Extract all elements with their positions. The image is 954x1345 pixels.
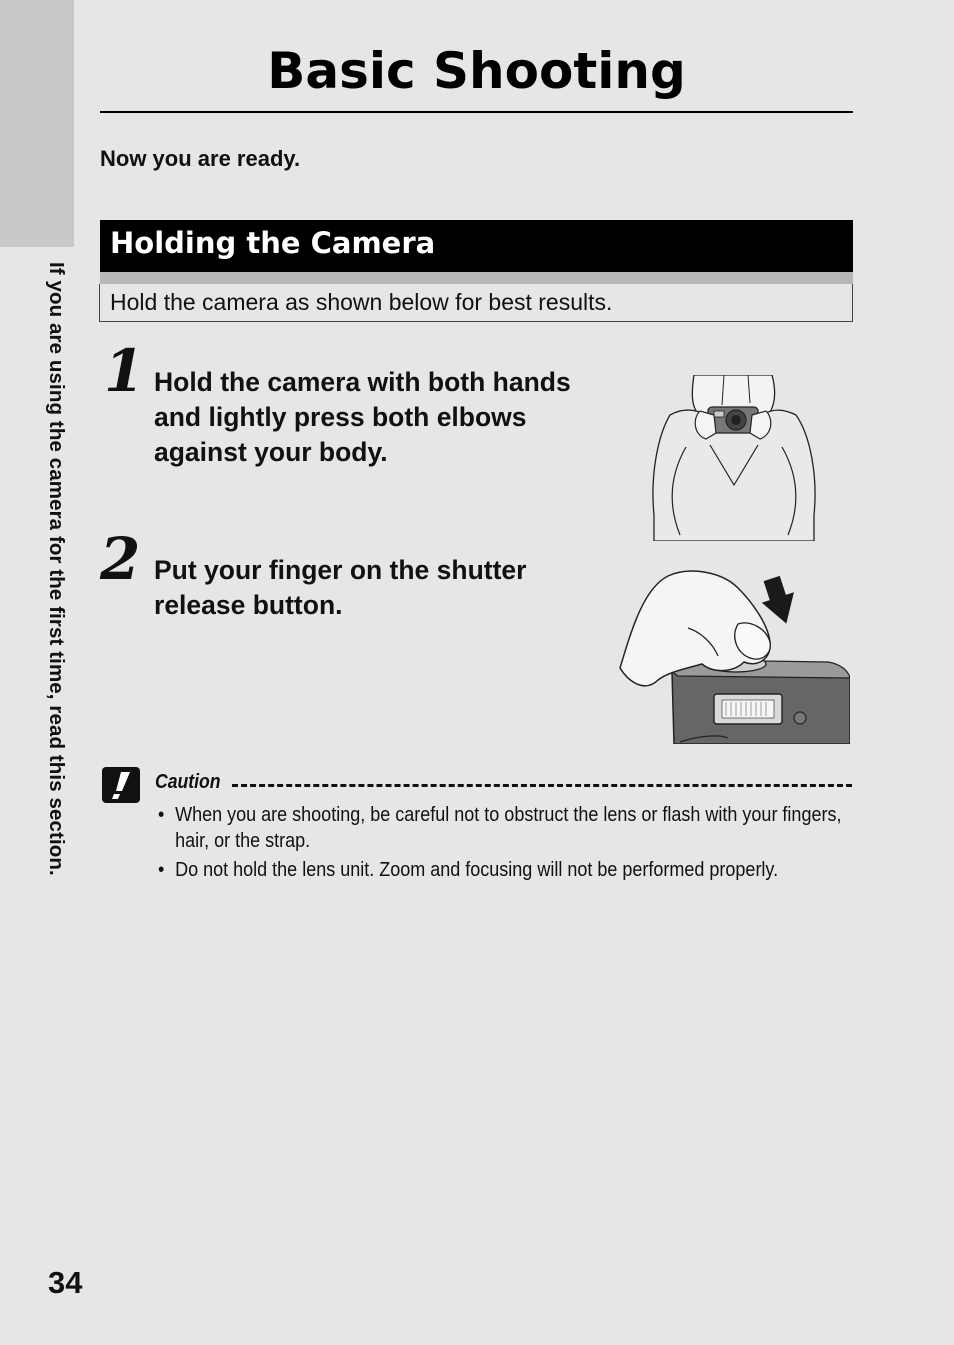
section-lead-text: Hold the camera as shown below for best results. [110, 289, 613, 315]
section-lead-box [99, 284, 853, 322]
section-heading-bar [100, 220, 853, 272]
step-2-number: 2 [100, 525, 141, 593]
caution-item-1: • When you are shooting, be careful not to obstruct the lens or flash with your fingers, hair, or the strap. [158, 802, 870, 854]
intro-text: Now you are ready. [100, 146, 301, 171]
step-2-text [154, 553, 526, 623]
caution-title: Caution [155, 771, 221, 793]
step-2-line-2: release button. [154, 590, 343, 620]
step-1-line-1: Hold the camera with both hands [154, 367, 571, 397]
section-heading: Holding the Camera [110, 226, 436, 260]
caution-item-2: • Do not hold the lens unit. Zoom and focusing will not be performed properly. [158, 857, 870, 883]
side-tab [0, 0, 74, 247]
side-section-text: If you are using the camera for the first time, read this section. [45, 262, 68, 876]
section-heading-underbar [100, 272, 853, 284]
caution-exclamation-icon [102, 767, 140, 803]
person-holding-camera-illustration [650, 375, 818, 541]
step-1-line-2: and lightly press both elbows [154, 402, 527, 432]
finger-on-shutter-illustration [618, 568, 850, 744]
step-1-text [154, 365, 571, 470]
step-2-line-1: Put your finger on the shutter [154, 555, 527, 585]
step-1-line-3: against your body. [154, 437, 388, 467]
page-number: 34 [48, 1265, 83, 1300]
step-1-number: 1 [104, 337, 145, 405]
caution-divider [232, 784, 852, 787]
side-section-label [44, 262, 74, 1032]
title-rule [100, 111, 853, 113]
caution-list [158, 802, 858, 886]
page-title: Basic Shooting [267, 42, 686, 100]
